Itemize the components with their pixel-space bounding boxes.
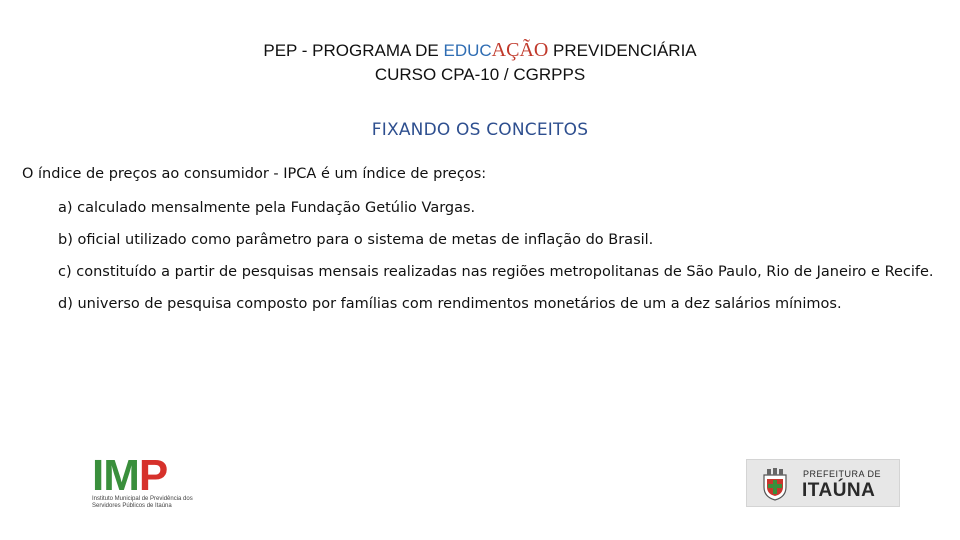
option-d: d) universo de pesquisa composto por famílias com rendimentos monetários de um a dez salários mínimos. [58,296,842,312]
imp-letter-p: P [138,451,168,500]
option-b: b) oficial utilizado como parâmetro para o sistema de metas de inflação do Brasil. [58,232,654,248]
imp-logo-subtitle: Instituto Municipal de Previdência dos Servidores Públicos de Itaúna [92,496,193,509]
header-suffix: PREVIDENCIÁRIA [548,41,697,60]
imp-letter-i: I [92,451,104,500]
header-educ: EDUC [443,41,492,60]
header-line-2: CURSO CPA-10 / CGRPPS [374,65,586,84]
header-prefix: PEP - PROGRAMA DE [263,41,444,60]
city-crest-icon [761,467,789,501]
itauna-logo-line-1: PREFEITURA DE [803,469,882,479]
itauna-logo-line-2: ITAÚNA [802,480,876,501]
page-header [0,38,960,87]
option-c: c) constituído a partir de pesquisas mensais realizadas nas regiões metropolitanas de São Paulo, Rio de Janeiro e Recife. [58,264,934,280]
imp-letter-m: M [103,451,139,500]
imp-logo [92,451,202,512]
answer-options [58,200,934,328]
header-line-1 [0,38,960,63]
imp-logo-letters [92,451,202,500]
section-title: FIXANDO OS CONCEITOS [371,120,589,140]
option-a: a) calculado mensalmente pela Fundação Getúlio Vargas. [58,200,476,216]
question-text: O índice de preços ao consumidor - IPCA é um índice de preços: [22,166,487,182]
itauna-logo [746,459,900,507]
header-acao: AÇÃO [491,39,549,61]
